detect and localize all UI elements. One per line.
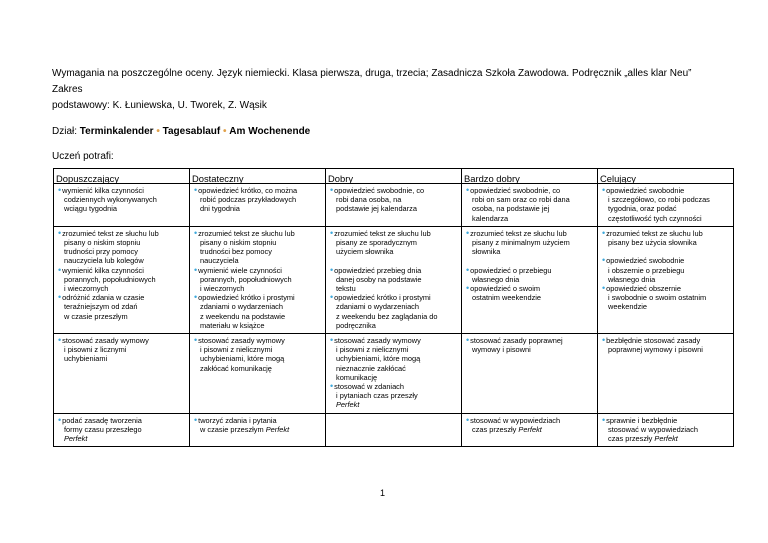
bullet-item: • stosować zasady wymowy [193,336,322,345]
bullet-continuation: teraźniejszym od zdań [64,302,138,312]
table-cell [462,226,598,333]
header-line-2: podstawowy: K. Łuniewska, U. Tworek, Z. Wąsik [52,100,267,111]
bullet-continuation: tygodnia, oraz podać [608,204,677,214]
bullet-continuation: i pisowni z licznymi [64,345,127,355]
italic-term: Perfekt [518,424,542,434]
table-cell [190,226,326,333]
table-cell [54,226,190,333]
bullet-continuation: czas przeszły Perfekt [472,424,542,434]
bullet-continuation: zdaniami o wydarzeniach [336,302,419,312]
table-cell [462,334,598,414]
table-cell [190,413,326,447]
bullet-item: • wymienić kilka czynności [57,186,186,195]
bullet-continuation: podstawie jej kalendarza [336,204,417,214]
table-row [54,413,734,447]
bullet-item: • podać zasadę tworzenia [57,416,186,425]
column-header: Bardzo dobry [462,169,598,184]
section-label: Dział: [52,126,78,137]
italic-term: Perfekt [654,434,678,444]
document-header [52,66,722,114]
bullet-item: • zrozumieć tekst ze słuchu lub [601,229,730,238]
bullet-continuation: trudności przy pomocy [64,247,138,257]
table-cell [598,413,734,447]
bullet-continuation: weekendzie [608,302,648,312]
table-cell [598,184,734,227]
bullet-item: • opowiedzieć przebieg dnia [329,266,458,275]
bullet-continuation: słownika [472,247,501,257]
bullet-continuation: nauczyciela [200,256,239,266]
separator-dot-1: • [156,126,160,137]
bullet-continuation: w czasie przeszłym [64,311,128,321]
bullet-continuation: i wieczornych [64,284,109,294]
table-row [54,184,734,227]
table-cell [190,334,326,414]
bullet-continuation: pisany ze sporadycznym [336,238,417,248]
table-cell [326,334,462,414]
bullet-continuation: własnego dnia [608,274,656,284]
requirements-table [53,168,734,447]
bullet-continuation: i pisowni z nielicznymi [200,345,273,355]
bullet-item: • zrozumieć tekst ze słuchu lub [465,229,594,238]
table-cell [54,184,190,227]
bullet-item: • wymienić wiele czynności [193,266,322,275]
table-row [54,226,734,333]
table-cell [462,184,598,227]
table-cell [54,334,190,414]
bullet-continuation: pisany o niskim stopniu [200,238,277,248]
bullet-continuation: pisany z minimalnym użyciem [472,238,570,248]
intro-text: Uczeń potrafi: [52,151,114,162]
bullet-continuation: wciągu tygodnia [64,204,118,214]
table-cell [190,184,326,227]
section-title [52,125,310,139]
bullet-continuation: podręcznika [336,320,376,330]
bullet-continuation: i wieczornych [200,284,245,294]
bullet-continuation: ostatnim weekendzie [472,293,542,303]
bullet-continuation: uchybieniami, które mogą [200,354,285,364]
bullet-continuation: stosować w wypowiedziach [608,424,698,434]
table-cell [326,226,462,333]
bullet-continuation: robi on sam oraz co robi dana [472,195,570,205]
bullet-continuation: kalendarza [472,213,509,223]
separator-dot-2: • [223,126,227,137]
bullet-continuation: i pytaniach czas przeszły [336,391,418,401]
bullet-continuation: pisany bez użycia słownika [608,238,697,248]
bullet-continuation: danej osoby na podstawie [336,274,422,284]
bullet-item: • bezbłędnie stosować zasady [601,336,730,345]
bullet-item: • zrozumieć tekst ze słuchu lub [193,229,322,238]
italic-term: Perfekt [64,434,88,444]
bullet-item: • zrozumieć tekst ze słuchu lub [57,229,186,238]
table-cell [326,184,462,227]
bullet-continuation: częstotliwość tych czynności [608,213,702,223]
bullet-continuation: zdaniami o wydarzeniach [200,302,283,312]
bullet-continuation: i swobodnie o swoim ostatnim [608,293,707,303]
bullet-continuation: i pisowni z nielicznymi [336,345,409,355]
column-header: Dopuszczający [54,169,190,184]
bullet-continuation: w czasie przeszłym Perfekt [200,424,290,434]
bullet-item: • opowiedzieć krótko i prostymi [193,293,322,302]
bullet-continuation: formy czasu przeszłego [64,424,142,434]
bullet-item: • stosować zasady wymowy [329,336,458,345]
bullet-continuation: nieznacznie zakłócać [336,363,406,373]
table-header-row [54,169,734,184]
table-cell [326,413,462,447]
bullet-continuation: materiału w książce [200,320,265,330]
bullet-continuation: robi dana osoba, na [336,195,402,205]
table-cell [598,226,734,333]
bullet-continuation: i szczegółowo, co robi podczas [608,195,710,205]
bullet-item: • sprawnie i bezbłędnie [601,416,730,425]
bullet-item: • opowiedzieć krótko, co można [193,186,322,195]
bullet-item: • opowiedzieć o swoim [465,284,594,293]
column-header: Celujący [598,169,734,184]
bullet-item: • opowiedzieć swobodnie, co [329,186,458,195]
bullet-item: • stosować zasady poprawnej [465,336,594,345]
bullet-continuation: codziennych wykonywanych [64,195,157,205]
bullet-item: • tworzyć zdania i pytania [193,416,322,425]
italic-term: Perfekt [265,424,290,434]
table-cell [54,413,190,447]
page-number: 1 [380,488,386,498]
bullet-continuation: robić podczas przykładowych [200,195,297,205]
bullet-continuation: trudności bez pomocy [200,247,272,257]
bullet-continuation: wymowy i pisowni [472,345,531,355]
bullet-item: • opowiedzieć swobodnie, co [465,186,594,195]
bullet-continuation: własnego dnia [472,274,520,284]
bullet-item: • stosować w zdaniach [329,382,458,391]
section-topic-1: Terminkalender [79,126,154,137]
bullet-item: • opowiedzieć o przebiegu [465,266,594,275]
bullet-continuation: komunikację [336,372,378,382]
bullet-item: • opowiedzieć obszernie [601,284,730,293]
bullet-item: • stosować zasady wymowy [57,336,186,345]
table-cell [462,413,598,447]
bullet-continuation: pisany o niskim stopniu [64,238,141,248]
bullet-continuation: osoba, na podstawie jej [472,204,550,214]
section-topic-3: Am Wochenende [229,126,311,137]
spacer-line [465,256,594,265]
bullet-continuation: tekstu [336,284,356,294]
table-row [54,334,734,414]
bullet-continuation: porannych, popołudniowych [64,274,156,284]
bullet-continuation: uchybieniami [64,354,108,364]
bullet-continuation: czas przeszły Perfekt [608,434,678,444]
bullet-continuation: poprawnej wymowy i pisowni [608,345,703,355]
bullet-continuation: z weekendu bez zaglądania do [336,311,438,321]
bullet-continuation: uchybieniami, które mogą [336,354,421,364]
bullet-continuation: porannych, popołudniowych [200,274,292,284]
spacer-line [329,256,458,265]
bullet-continuation: z weekendu na podstawie [200,311,286,321]
bullet-item: • odróżnić zdania w czasie [57,293,186,302]
bullet-continuation: nauczyciela lub kolegów [64,256,144,266]
bullet-continuation [329,400,458,409]
section-topic-2: Tagesablauf [162,126,221,137]
bullet-continuation: i obszernie o przebiegu [608,265,685,275]
bullet-item: • stosować w wypowiedziach [465,416,594,425]
header-line-1: Wymagania na poszczególne oceny. Język niemiecki. Klasa pierwsza, druga, trzecia; Zasadnicza Szkoła Zawodowa. Podręcznik „alles klar Neu” Zakres [52,68,692,95]
bullet-continuation: użyciem słownika [336,247,394,257]
bullet-item: • opowiedzieć krótko i prostymi [329,293,458,302]
bullet-continuation: zakłócać komunikację [200,363,272,373]
bullet-continuation [57,434,186,443]
bullet-item: • opowiedzieć swobodnie [601,256,730,265]
bullet-item: • wymienić kilka czynności [57,266,186,275]
italic-term: Perfekt [336,400,360,410]
table-cell [598,334,734,414]
column-header: Dostateczny [190,169,326,184]
column-header: Dobry [326,169,462,184]
bullet-item: • zrozumieć tekst ze słuchu lub [329,229,458,238]
bullet-continuation: dni tygodnia [200,204,240,214]
bullet-item: • opowiedzieć swobodnie [601,186,730,195]
